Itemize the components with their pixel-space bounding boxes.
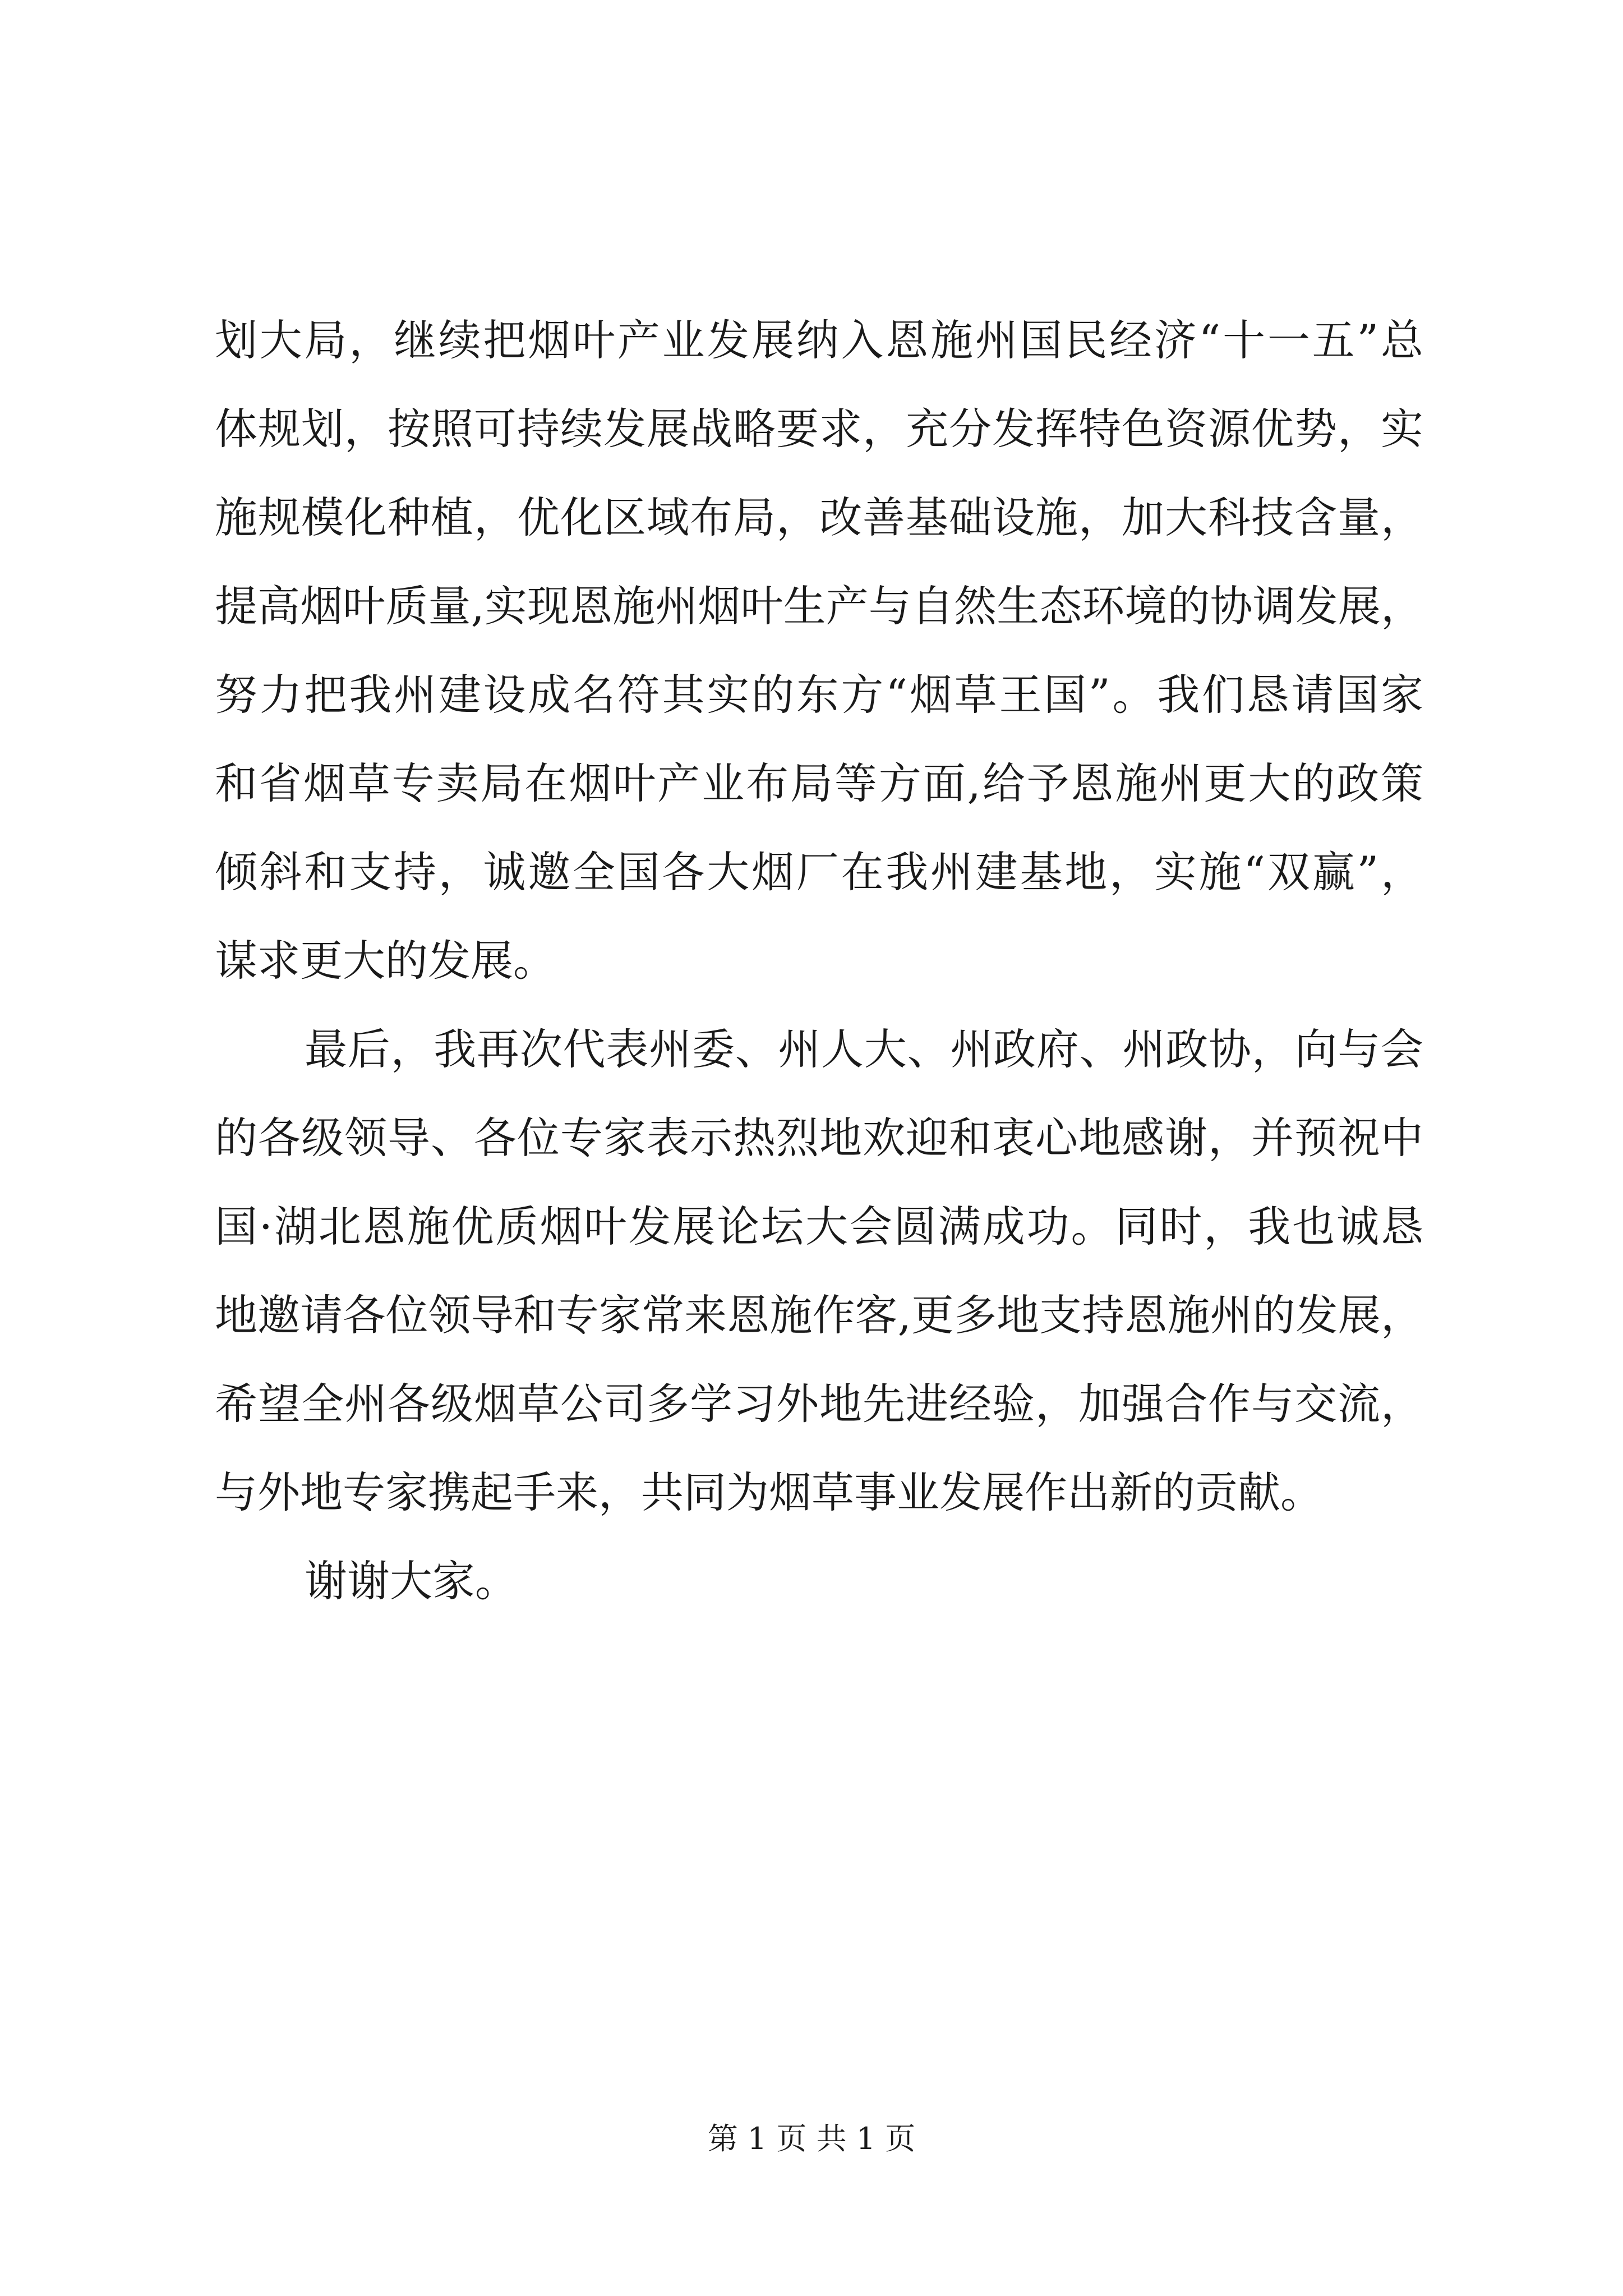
text-line: 划大局，继续把烟叶产业发展纳入恩施州国民经济“十一五”总: [215, 315, 1423, 365]
text-line: 的各级领导、各位专家表示热烈地欢迎和衷心地感谢，并预祝中: [215, 1113, 1423, 1163]
text-line: 倾斜和支持，诚邀全国各大烟厂在我州建基地，实施“双赢”，: [215, 847, 1423, 897]
text-line: 谋求更大的发展。: [215, 936, 556, 986]
page-number-footer: 第 1 页 共 1 页: [707, 2121, 916, 2156]
text-line: 施规模化种植，优化区域布局，改善基础设施，加大科技含量，: [215, 493, 1423, 542]
text-line: 最后，我再次代表州委、州人大、州政府、州政协，向与会: [305, 1024, 1423, 1074]
text-line: 国·湖北恩施优质烟叶发展论坛大会圆满成功。同时，我也诚恳: [215, 1202, 1423, 1251]
body-text: [215, 296, 1423, 1626]
text-line: 提高烟叶质量,实现恩施州烟叶生产与自然生态环境的协调发展，: [215, 581, 1423, 631]
text-line: 谢谢大家。: [305, 1556, 518, 1606]
text-line: 和省烟草专卖局在烟叶产业布局等方面,给予恩施州更大的政策: [215, 758, 1423, 808]
text-line: 体规划，按照可持续发展战略要求，充分发挥特色资源优势，实: [215, 404, 1423, 454]
text-line: 希望全州各级烟草公司多学习外地先进经验，加强合作与交流，: [215, 1379, 1423, 1429]
text-line: 地邀请各位领导和专家常来恩施作客,更多地支持恩施州的发展，: [215, 1290, 1423, 1340]
text-line: 与外地专家携起手来，共同为烟草事业发展作出新的贡献。: [215, 1467, 1323, 1517]
text-line: 努力把我州建设成名符其实的东方“烟草王国”。我们恳请国家: [215, 670, 1423, 720]
